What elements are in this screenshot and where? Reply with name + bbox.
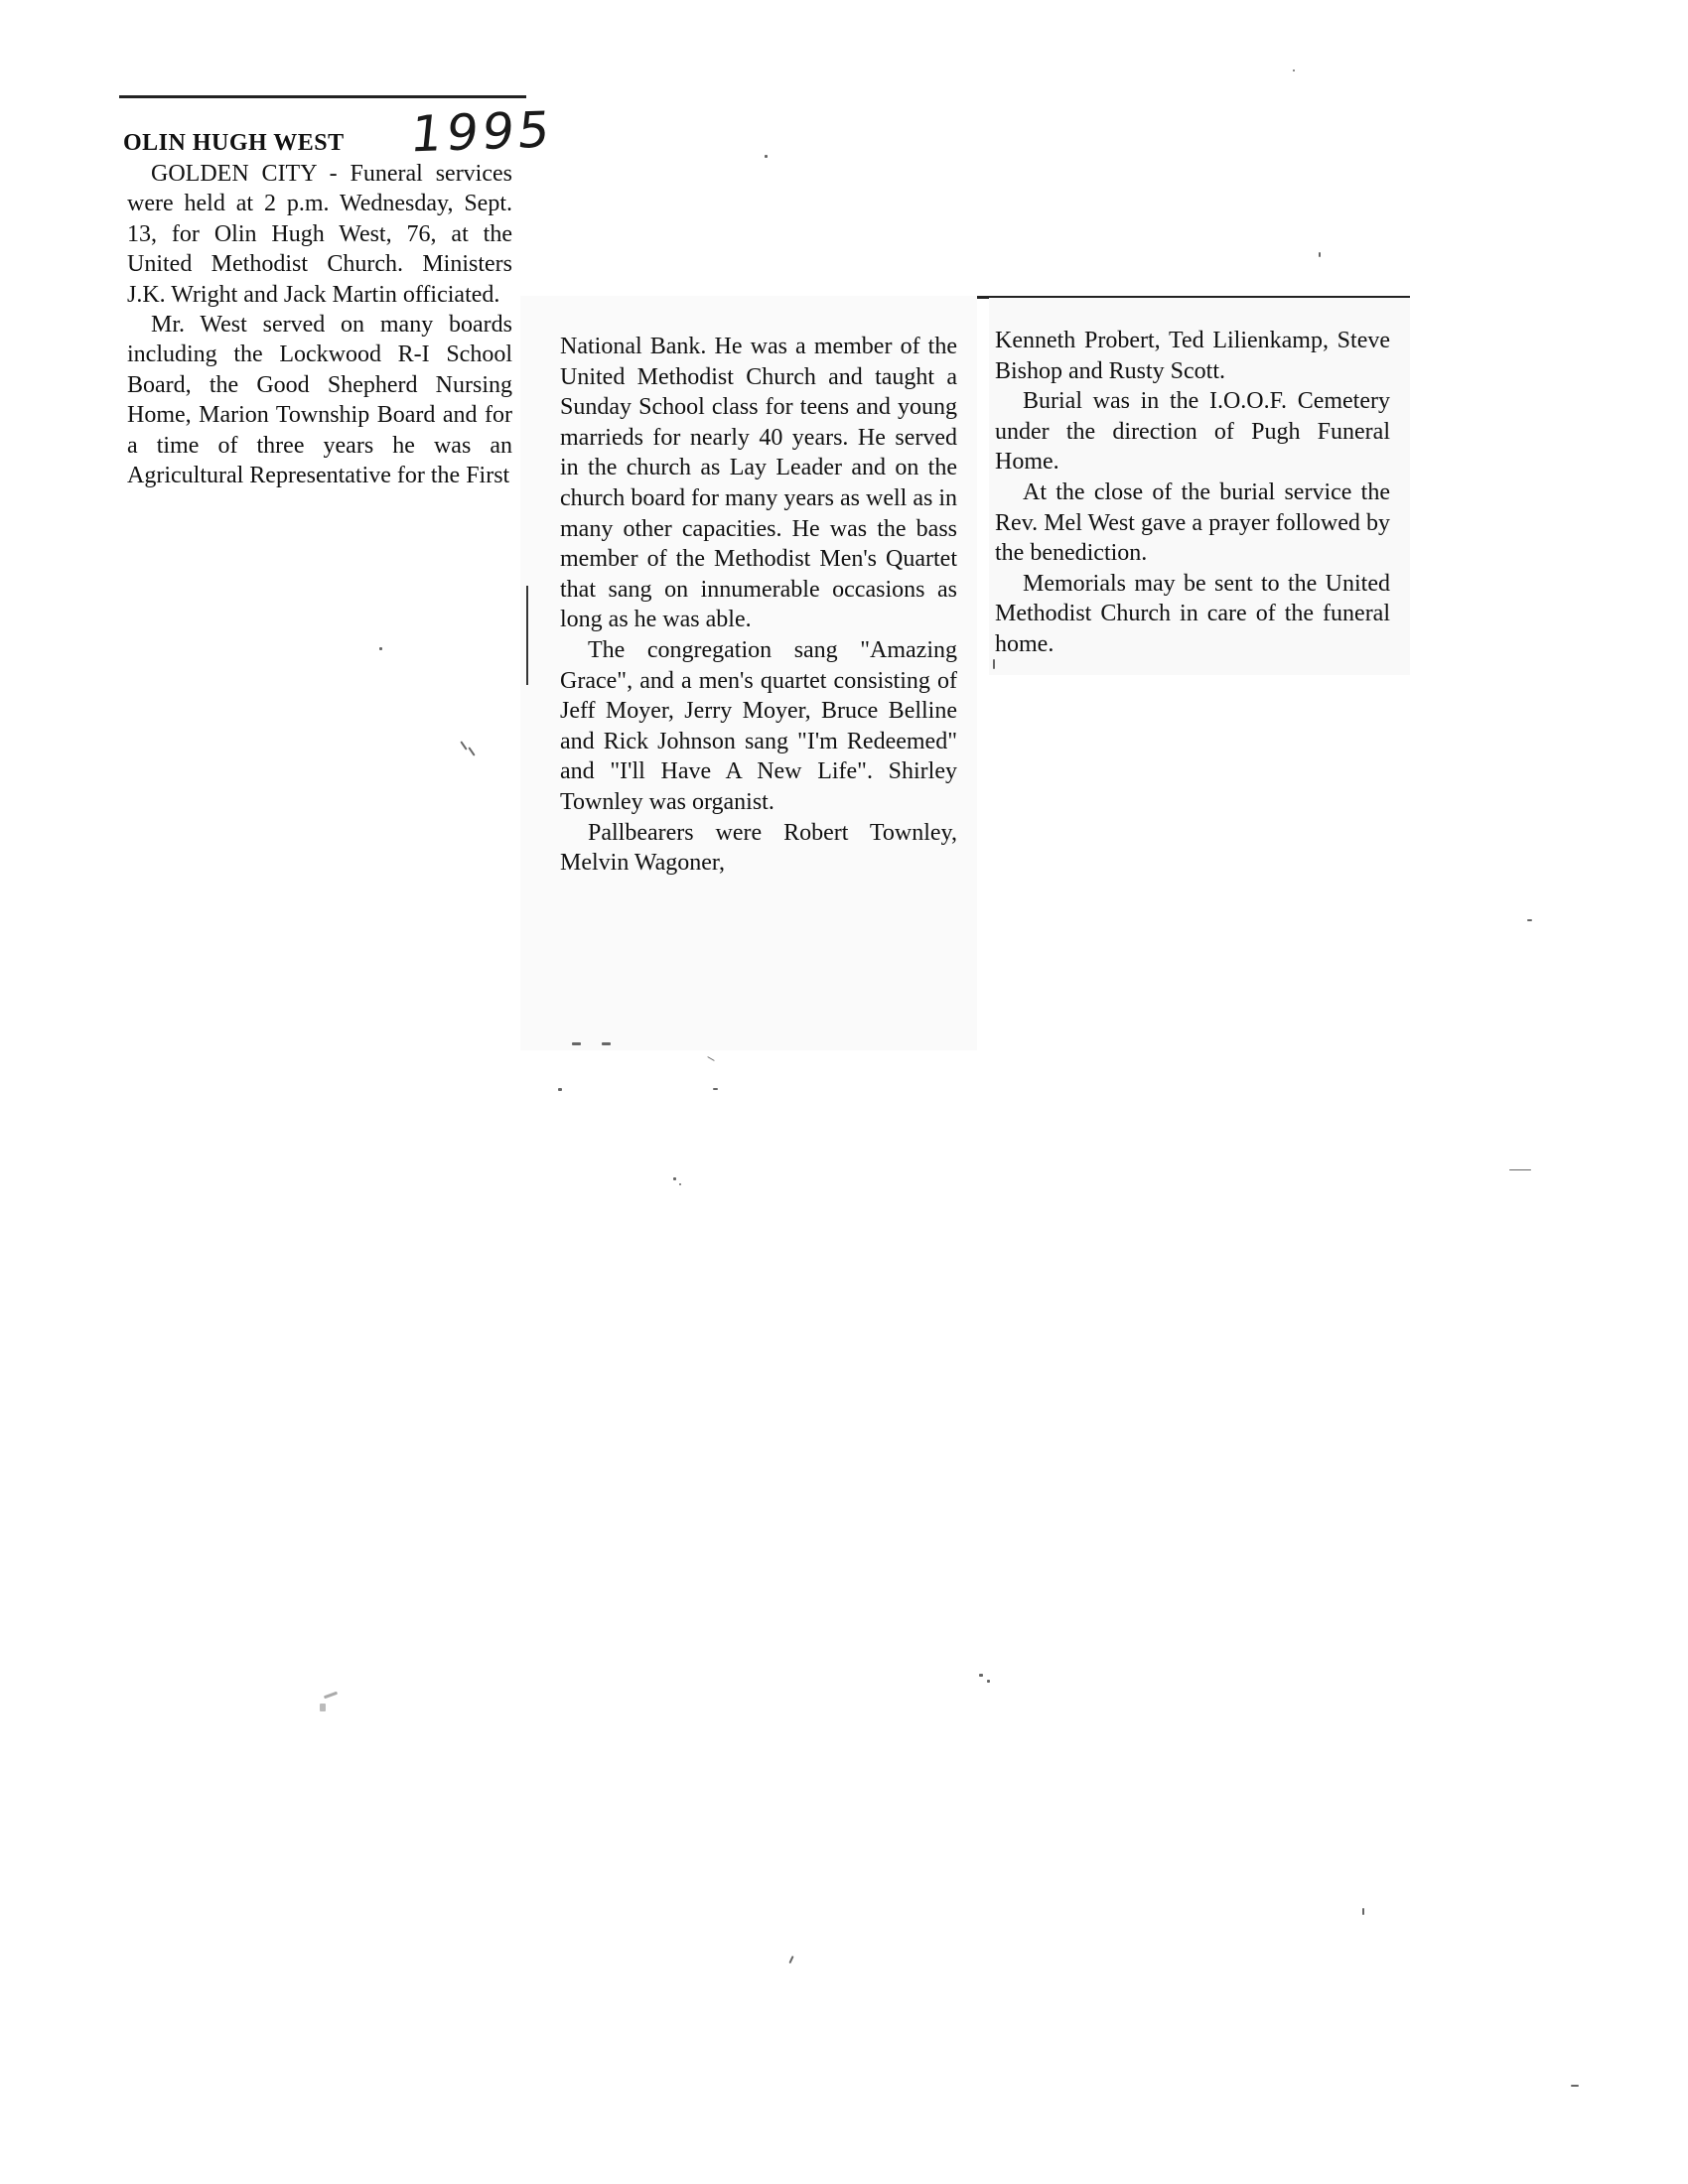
- scan-speck: [1293, 69, 1295, 71]
- col2-paragraph-3: Pallbearers were Robert Townley, Melvin Wagoner,: [560, 819, 957, 877]
- col2-paragraph-2: The congregation sang "Amazing Grace", and a men's quartet consisting of Jeff Moyer, Jerry Moyer, Bruce Belline and Rick Johnson sang "I'm Redeemed" and "I'll Have A New Life". Shirley Townley was organist.: [560, 636, 957, 815]
- scan-speck: [1571, 2085, 1579, 2087]
- col1-paragraph-2: Mr. West served on many boards including the Lockwood R-I School Board, the Good Shepherd Nursing Home, Marion Township Board and for a time of three years he was an Agricultural Representative for the First: [127, 312, 512, 489]
- scan-speck: [324, 1692, 338, 1700]
- scan-speck: [460, 741, 467, 750]
- obituary-headline: OLIN HUGH WEST: [123, 130, 345, 156]
- column-1: [127, 159, 512, 490]
- column-divider: [526, 586, 528, 685]
- scan-speck: [320, 1704, 326, 1711]
- col3-paragraph-2: Burial was in the I.O.O.F. Cemetery under the direction of Pugh Funeral Home.: [995, 388, 1390, 476]
- top-rule-left: [119, 95, 526, 98]
- scan-speck: [707, 1056, 714, 1061]
- col3-paragraph-3: At the close of the burial service the Rev. Mel West gave a prayer followed by the benediction.: [995, 478, 1390, 567]
- column-2: [520, 296, 977, 1050]
- scan-speck: [673, 1177, 676, 1180]
- scan-speck: [979, 1674, 983, 1677]
- scan-speck: [1362, 1908, 1364, 1915]
- scan-speck: [602, 1042, 611, 1045]
- scan-speck: [1527, 919, 1532, 921]
- column-3: [989, 298, 1410, 675]
- scan-speck: [1319, 252, 1321, 257]
- scan-speck: [713, 1088, 718, 1090]
- scan-speck: [558, 1088, 562, 1091]
- col2-paragraph-1: National Bank. He was a member of the United Methodist Church and taught a Sunday School class for teens and young marrieds for nearly 40 years. He served in the church as Lay Leader and on the church board for many years as well as in many other capacities. He was the bass member of the Methodist Men's Quartet that sang on innumerable occasions as long as he was able.: [560, 334, 957, 633]
- scan-speck: [468, 747, 475, 755]
- scan-speck: [987, 1680, 990, 1683]
- scan-speck: [993, 659, 995, 669]
- col3-paragraph-4: Memorials may be sent to the United Methodist Church in care of the funeral home.: [995, 570, 1390, 657]
- handwritten-year: 1995: [407, 100, 557, 164]
- scan-speck: [1509, 1169, 1531, 1170]
- scan-speck: [379, 647, 382, 650]
- col3-paragraph-1: Kenneth Probert, Ted Lilienkamp, Steve Bishop and Rusty Scott.: [995, 328, 1390, 384]
- scan-speck: [679, 1183, 681, 1185]
- scan-speck: [788, 1956, 793, 1964]
- scan-speck: [765, 155, 768, 158]
- col1-paragraph-1: GOLDEN CITY - Funeral services were held at 2 p.m. Wednesday, Sept. 13, for Olin Hugh West, 76, at the United Methodist Church. Ministers J.K. Wright and Jack Martin officiated.: [127, 161, 512, 308]
- scan-speck: [572, 1042, 581, 1045]
